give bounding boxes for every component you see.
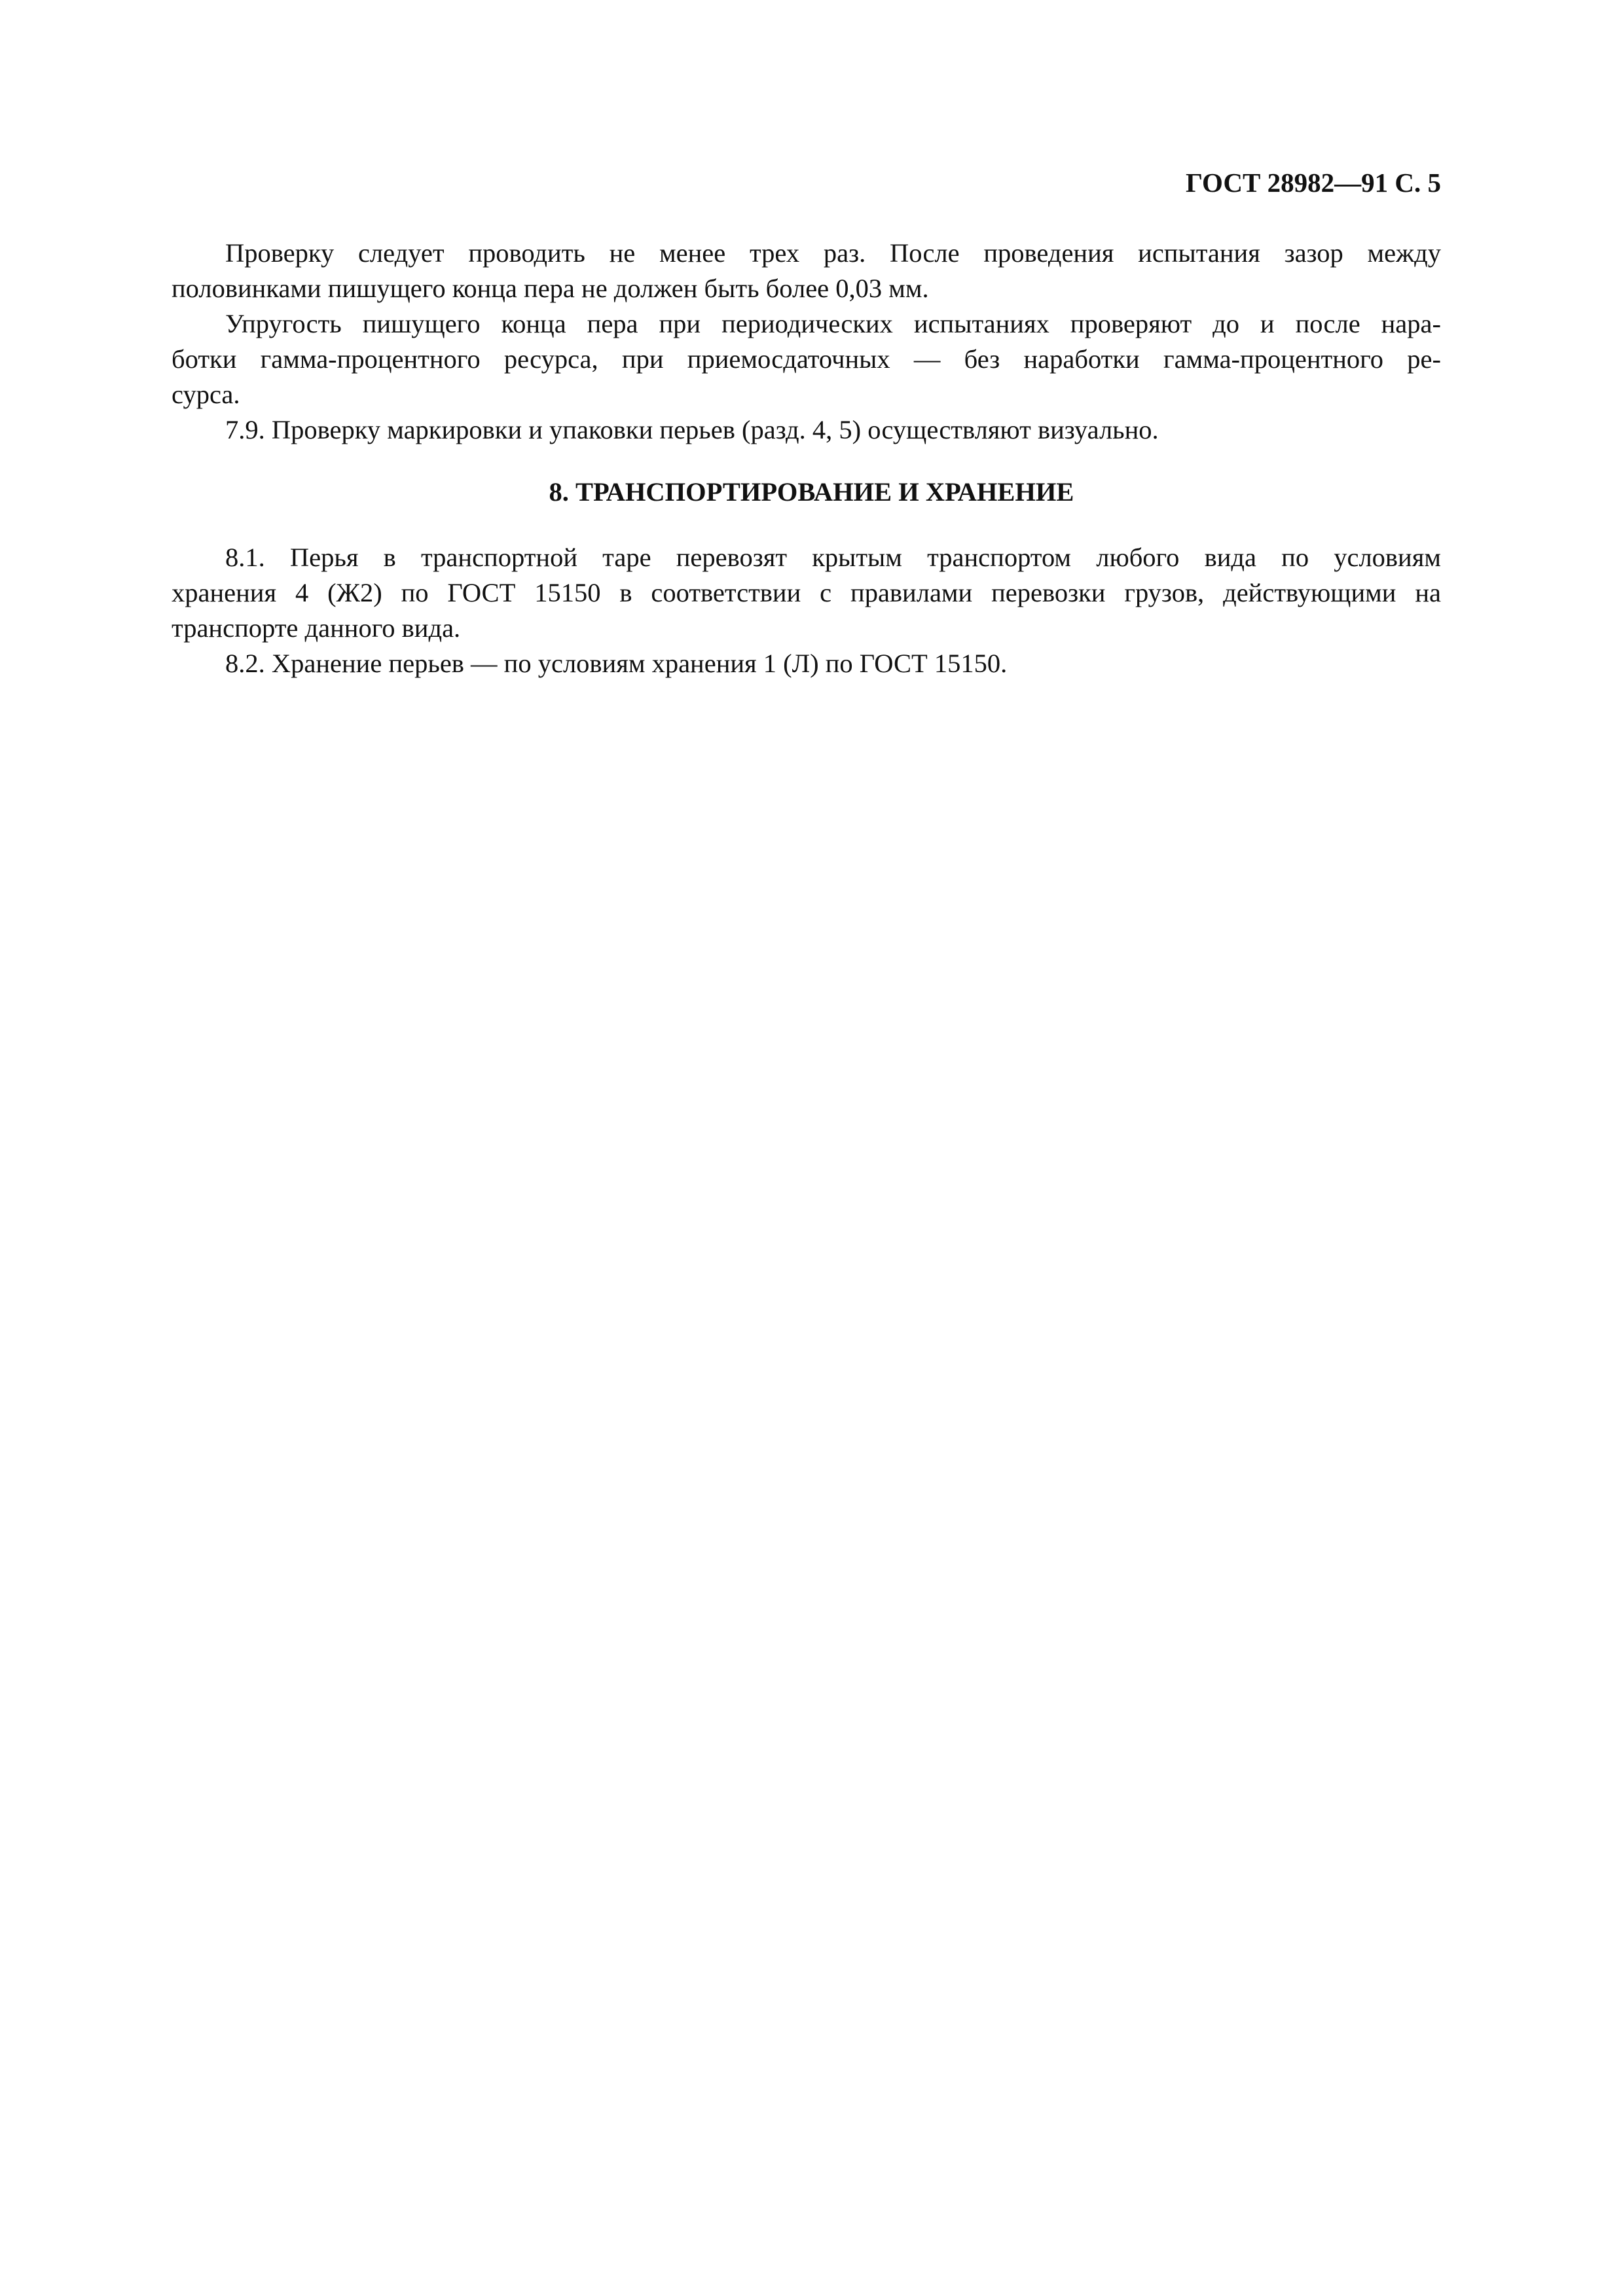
paragraph-8-2 [172,646,1441,681]
text-line: 7.9. Проверку маркировки и упаковки перьев (разд. 4, 5) осуществляют визуально. [225,415,1159,444]
text-line: хранения 4 (Ж2) по ГОСТ 15150 в соответствии с правилами перевозки грузов, действующими на [172,578,1441,607]
text-line: транспорте данного вида. [172,613,461,643]
text-line: 8.1. Перья в транспортной таре перевозят крытым транспортом любого вида по условиям [225,543,1441,572]
text-line: сурса. [172,380,240,409]
text-line: Проверку следует проводить не менее трех раз. После проведения испытания зазор между [225,238,1441,268]
text-line: Упругость пишущего конца пера при периодических испытаниях проверяют до и после нара- [225,309,1441,338]
paragraph-test-repetition [172,236,1441,306]
section-8-body [172,540,1441,681]
page-header: ГОСТ 28982—91 С. 5 [1185,168,1441,198]
text-line: 8.2. Хранение перьев — по условиям хранения 1 (Л) по ГОСТ 15150. [225,649,1008,678]
section-7-continuation [172,236,1441,448]
paragraph-elasticity [172,306,1441,412]
section-8-heading: 8. ТРАНСПОРТИРОВАНИЕ И ХРАНЕНИЕ [549,477,1074,507]
paragraph-8-1 [172,540,1441,646]
paragraph-7-9 [172,412,1441,448]
text-line: ботки гамма-процентного ресурса, при приемосдаточных — без наработки гамма-процентного ре- [172,344,1441,374]
text-line: половинками пишущего конца пера не должен быть более 0,03 мм. [172,274,929,303]
